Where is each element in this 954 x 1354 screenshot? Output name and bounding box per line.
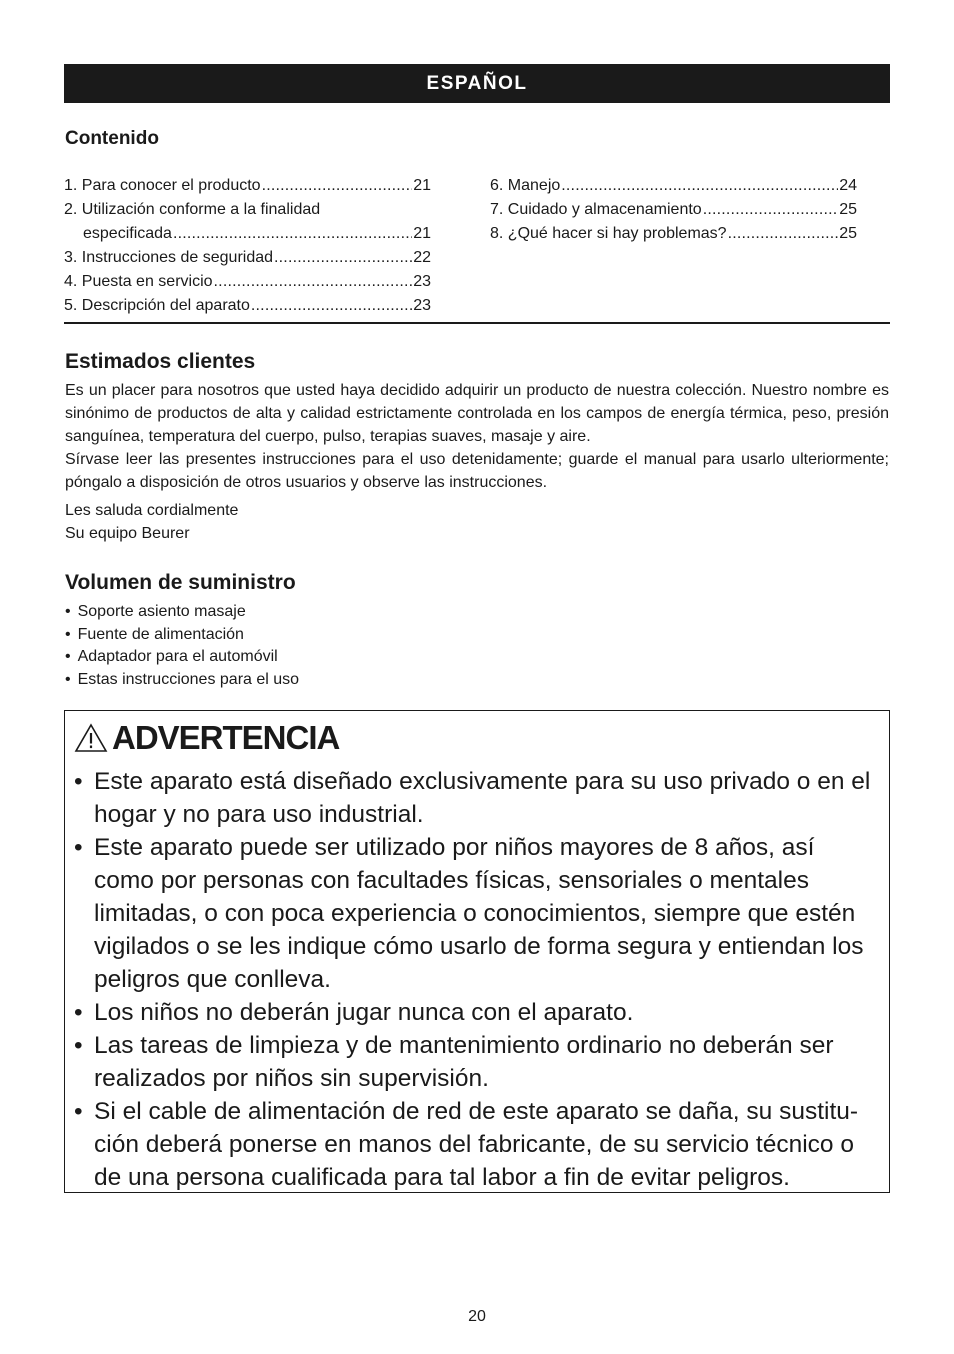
toc-entry-7[interactable] (490, 198, 857, 222)
supply-item: • Fuente de alimentación (65, 624, 299, 647)
signature-line: Su equipo Beurer (65, 525, 190, 542)
toc-entry-page: 23 (413, 273, 431, 290)
toc-entry-page: 21 (413, 225, 431, 242)
warning-title (74, 719, 339, 757)
toc-entry-4[interactable] (64, 270, 431, 294)
toc-entry-title: especificada (83, 225, 172, 242)
toc-entry-title: 8. ¿Qué hacer si hay problemas? (490, 225, 727, 242)
instructions-paragraph: Sírvase leer las presentes instrucciones para el uso detenidamente; guarde el manual para usarlo ulteriormente; póngalo a disposición de otros usuarios y observe las instrucciones. (65, 451, 889, 491)
toc-entry-page: 25 (839, 201, 857, 218)
warning-item: • Si el cable de alimentación de red de este aparato se daña, su sustitución deberá ponerse en manos del fabricante, de su servicio técnico o de una persona cualificada para tal labor a fin de evitar peligros. (74, 1095, 880, 1194)
dear-customers-text (65, 379, 889, 494)
greeting-line: Les saluda cordialmente (65, 502, 239, 519)
toc-left-column (64, 174, 431, 318)
warning-item: • Los niños no deberán jugar nunca con el aparato. (74, 996, 880, 1029)
toc-entry-page: 23 (413, 297, 431, 314)
supply-item: • Estas instrucciones para el uso (65, 669, 299, 692)
toc-entry-title: 7. Cuidado y almacenamiento (490, 201, 702, 218)
toc-entry-8[interactable] (490, 222, 857, 246)
toc-entry-3[interactable] (64, 246, 431, 270)
contents-heading: Contenido (65, 128, 159, 149)
toc-entry-5[interactable] (64, 294, 431, 318)
supply-heading: Volumen de suministro (65, 571, 296, 594)
warning-title-text: ADVERTENCIA (112, 719, 340, 756)
warning-item: • Este aparato está diseñado exclusivamente para su uso privado o en el hogar y no para uso industrial. (74, 765, 880, 831)
toc-entry-6[interactable] (490, 174, 857, 198)
toc-right-column (490, 174, 857, 246)
warning-item: • Las tareas de limpieza y de mantenimiento ordinario no deberán ser realizados por niños sin supervisión. (74, 1029, 880, 1095)
warning-triangle-icon (74, 723, 108, 753)
intro-paragraph: Es un placer para nosotros que usted haya decidido adquirir un producto de nuestra colección. Nuestro nombre es sinónimo de productos de alta y calidad estrictamente controlada en los campos de energía térmica, peso, presión sanguínea, temperatura del cuerpo, pulso, terapias suaves, masaje y aire. (65, 382, 889, 445)
toc-entry-2[interactable] (64, 198, 431, 246)
dear-customers-heading: Estimados clientes (65, 350, 256, 373)
page-number: 20 (468, 1308, 486, 1325)
warning-box (64, 710, 890, 1193)
toc-entry-page: 22 (413, 249, 431, 266)
toc-entry-title: 4. Puesta en servicio (64, 273, 213, 290)
toc-entry-page: 21 (413, 177, 431, 194)
toc-entry-title: 5. Descripción del aparato (64, 297, 250, 314)
warning-list (74, 765, 880, 1194)
toc-entry-title: 1. Para conocer el producto (64, 177, 261, 194)
toc-entry-1[interactable] (64, 174, 431, 198)
section-divider (64, 322, 890, 324)
toc-entry-title: 6. Manejo (490, 177, 561, 194)
greeting (65, 499, 238, 545)
supply-item: • Soporte asiento masaje (65, 601, 299, 624)
toc-entry-title-line1: 2. Utilización conforme a la finalidad (64, 201, 321, 218)
toc-entry-page: 25 (839, 225, 857, 242)
supply-item: • Adaptador para el automóvil (65, 646, 299, 669)
warning-item: • Este aparato puede ser utilizado por niños mayores de 8 años, así como por personas con facultades físicas, sensoriales o mentales limitadas, o con poca experiencia o conocimientos, siempre que estén vigilados o se les indique cómo usarlo de forma segura y entiendan los peligros que conlleva. (74, 831, 880, 996)
toc-entry-title: 3. Instrucciones de seguridad (64, 249, 274, 266)
supply-list (65, 601, 299, 692)
language-header-bar: ESPAÑOL (64, 64, 890, 103)
toc-entry-page: 24 (839, 177, 857, 194)
